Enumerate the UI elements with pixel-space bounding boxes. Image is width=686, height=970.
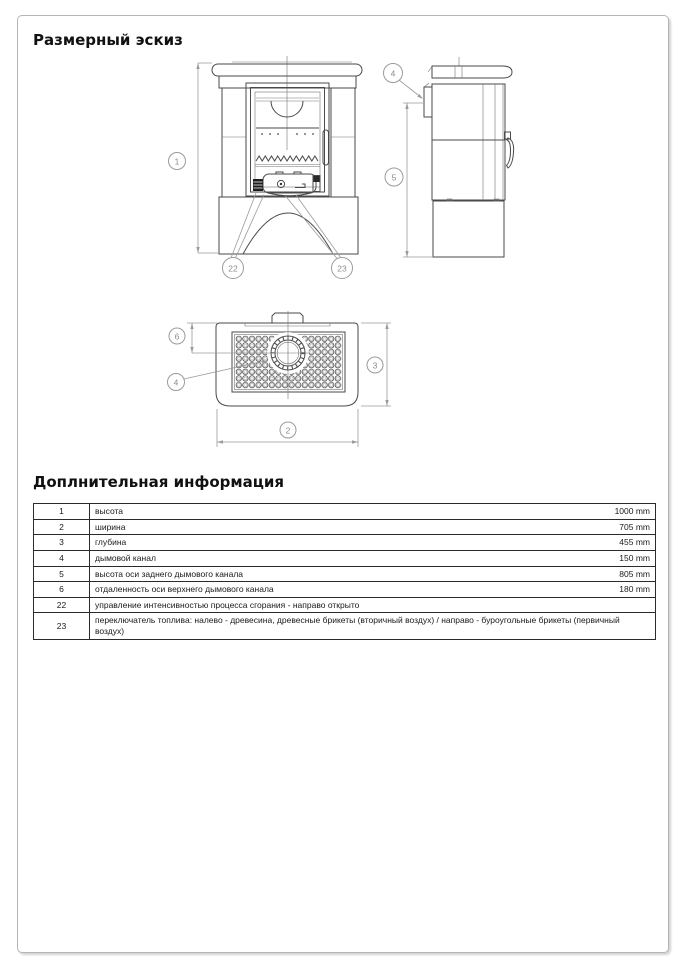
row-value: 805 mm	[619, 568, 650, 579]
door-handle	[323, 130, 329, 165]
rear-flue-height-dimension	[403, 103, 433, 257]
top-flue-connector	[272, 313, 303, 323]
row-description: ширина	[95, 521, 126, 532]
row-description: управление интенсивностью процесса сгорания - направо открыто	[95, 599, 360, 610]
row-value: 180 mm	[619, 584, 650, 595]
flame-baffle-zigzag	[256, 156, 318, 161]
table-row	[34, 566, 656, 582]
airwash-strip	[256, 98, 319, 101]
row-value: 150 mm	[619, 552, 650, 563]
row-description: высота	[95, 506, 124, 516]
air-control-knob	[314, 176, 320, 182]
row-number: 23	[34, 613, 90, 639]
base-plinth	[219, 197, 358, 254]
row-description: дымовой канал	[95, 552, 156, 563]
top-view	[168, 311, 392, 447]
section-title-info: Доплнительная информация	[33, 473, 285, 491]
rear-flue-collar	[424, 87, 432, 117]
side-door-handle	[505, 132, 514, 168]
callout-2-label: 2	[285, 425, 291, 436]
table-row	[34, 582, 656, 598]
dimensional-sketch	[0, 0, 686, 470]
table-row	[34, 597, 656, 613]
table-row	[34, 550, 656, 566]
row-description: высота оси заднего дымового канала	[95, 568, 244, 579]
side-top-plate	[432, 66, 512, 78]
callout-leader-lines	[231, 193, 341, 259]
additional-info-table	[33, 503, 656, 640]
height-dimension-line	[198, 63, 219, 253]
side-base	[433, 201, 504, 257]
table-row	[34, 504, 656, 520]
door-glass	[255, 92, 320, 187]
callout-4-side-label: 4	[390, 68, 396, 79]
stove-body	[222, 88, 355, 197]
callout-6-label: 6	[174, 331, 180, 342]
row-number: 6	[34, 582, 90, 598]
row-description: переключатель топлива: налево - древесина, древесные брикеты (вторичный воздух) / направо - буроугольные брикеты (первичный воздух)	[95, 615, 620, 636]
row-number: 3	[34, 535, 90, 551]
base-arch	[243, 213, 333, 254]
section-title-sketch: Размерный эскиз	[33, 31, 183, 49]
callout-23-label: 23	[337, 263, 347, 274]
callout-1-label: 1	[174, 156, 180, 167]
row-number: 22	[34, 597, 90, 613]
callout-5-label: 5	[391, 172, 397, 183]
callout-3-label: 3	[372, 360, 378, 371]
table-row	[34, 613, 656, 639]
table-row	[34, 519, 656, 535]
front-view	[169, 56, 363, 279]
row-value: 455 mm	[619, 537, 650, 548]
air-vent-dots	[261, 133, 314, 135]
callout-22-label: 22	[228, 263, 238, 274]
cornice	[219, 76, 356, 88]
row-number: 1	[34, 504, 90, 520]
row-number: 2	[34, 519, 90, 535]
row-description: глубина	[95, 537, 127, 548]
row-number: 4	[34, 550, 90, 566]
side-view	[384, 57, 514, 257]
side-body	[432, 84, 505, 200]
callout-4-top-label: 4	[173, 377, 179, 388]
row-value: 705 mm	[619, 521, 650, 532]
table-row	[34, 535, 656, 551]
row-description: отдаленность оси верхнего дымового канала	[95, 584, 274, 595]
row-value: 1000 mm	[614, 506, 650, 516]
side-door-lines	[483, 84, 503, 200]
glass-bottom-line	[255, 165, 320, 167]
row-number: 5	[34, 566, 90, 582]
